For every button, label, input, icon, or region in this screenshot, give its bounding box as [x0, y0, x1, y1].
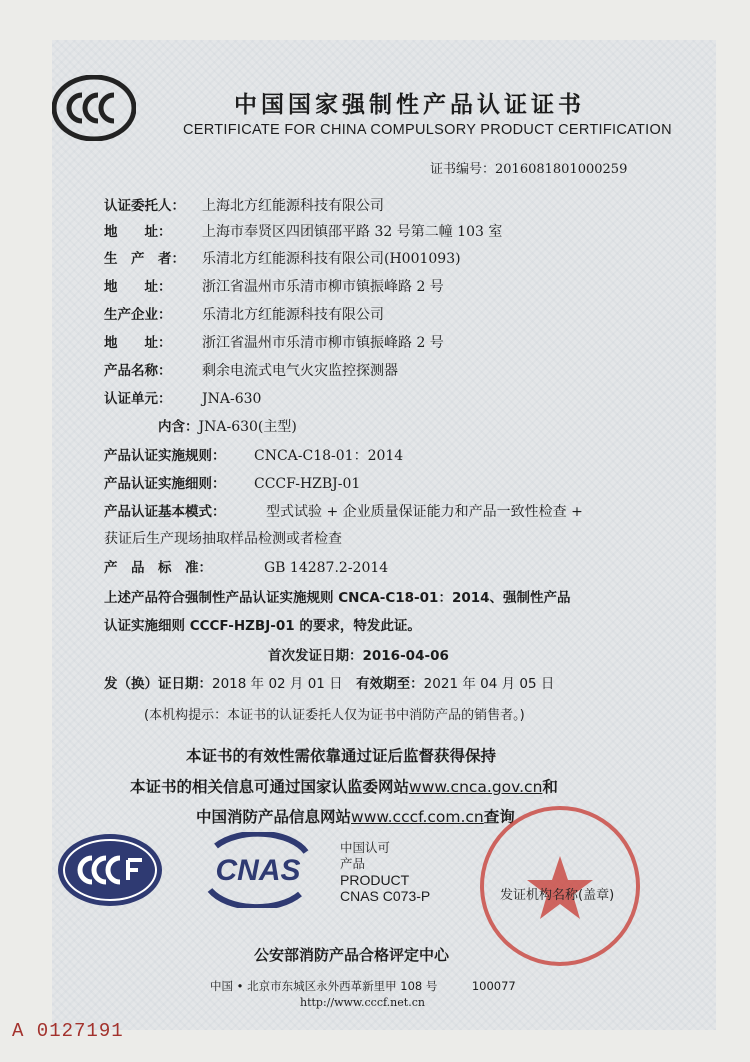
svg-text:CNAS: CNAS	[215, 854, 301, 887]
field-mode-continued: 获证后生产现场抽取样品检测或者检查	[104, 531, 342, 547]
cnas-logo-icon	[196, 832, 320, 908]
statement-line-2: 认证实施细则 CCCF-HZBJ-01 的要求，特发此证。	[104, 618, 421, 634]
issue-expiry-dates: 发（换）证日期：2018 年 02 月 01 日 有效期至：2021 年 04 月 05 日	[104, 676, 555, 692]
cnca-link[interactable]: www.cnca.gov.cn	[409, 778, 543, 796]
ccc-logo-icon	[52, 75, 136, 141]
validity-line-1: 本证书的有效性需依靠通过证后监督获得保持	[186, 747, 497, 765]
cccf-link[interactable]: www.cccf.com.cn	[351, 808, 484, 826]
serial-number: A 0127191	[12, 1020, 124, 1042]
field-factory-address: 地 址： 浙江省温州市乐清市柳市镇振峰路 2 号	[104, 335, 444, 351]
field-maker: 生 产 者： 乐清北方红能源科技有限公司(H001093)	[104, 251, 461, 267]
first-issue-date: 首次发证日期：2016-04-06	[268, 648, 449, 664]
field-unit: 认证单元： JNA-630	[104, 391, 262, 407]
field-maker-address: 地 址： 浙江省温州市乐清市柳市镇振峰路 2 号	[104, 279, 444, 295]
field-detail: 产品认证实施细则： CCCF-HZBJ-01	[104, 476, 361, 492]
issuing-organization: 公安部消防产品合格评定中心	[254, 946, 450, 964]
cccf-logo-icon	[56, 832, 164, 908]
cnas-accreditation-text: 中国认可 产品 PRODUCT CNAS C073-P	[340, 841, 431, 904]
title-chinese: 中国国家强制性产品认证证书	[234, 92, 585, 118]
organization-address: 中国 • 北京市东城区永外西革新里甲 108 号 100077	[210, 979, 516, 993]
statement-line-1: 上述产品符合强制性产品认证实施规则 CNCA-C18-01：2014、强制性产品	[104, 590, 571, 606]
field-client-address: 地 址： 上海市奉贤区四团镇邵平路 32 号第二幢 103 室	[104, 224, 503, 240]
field-factory: 生产企业： 乐清北方红能源科技有限公司	[104, 307, 384, 323]
field-product: 产品名称： 剩余电流式电气火灾监控探测器	[104, 363, 398, 379]
field-rule: 产品认证实施规则： CNCA-C18-01：2014	[104, 448, 404, 464]
organization-website[interactable]: http://www.cccf.net.cn	[300, 996, 425, 1009]
validity-line-2: 本证书的相关信息可通过国家认监委网站www.cnca.gov.cn和	[130, 778, 558, 796]
seal-caption: 发证机构名称(盖章)	[500, 888, 615, 903]
field-standard: 产 品 标 准： GB 14287.2-2014	[104, 560, 389, 576]
field-mode: 产品认证基本模式： 型式试验 + 企业质量保证能力和产品一致性检查 +	[104, 504, 583, 520]
agency-note: (本机构提示：本证书的认证委托人仅为证书中消防产品的销售者。)	[144, 708, 525, 723]
title-english: CERTIFICATE FOR CHINA COMPULSORY PRODUCT CERTIFICATION	[183, 122, 672, 138]
field-includes: 内含：JNA-630(主型)	[158, 419, 297, 435]
certificate-number: 证书编号：2016081801000259	[430, 162, 628, 177]
validity-line-3: 中国消防产品信息网站www.cccf.com.cn查询	[196, 808, 515, 826]
field-client: 认证委托人： 上海北方红能源科技有限公司	[104, 198, 384, 214]
